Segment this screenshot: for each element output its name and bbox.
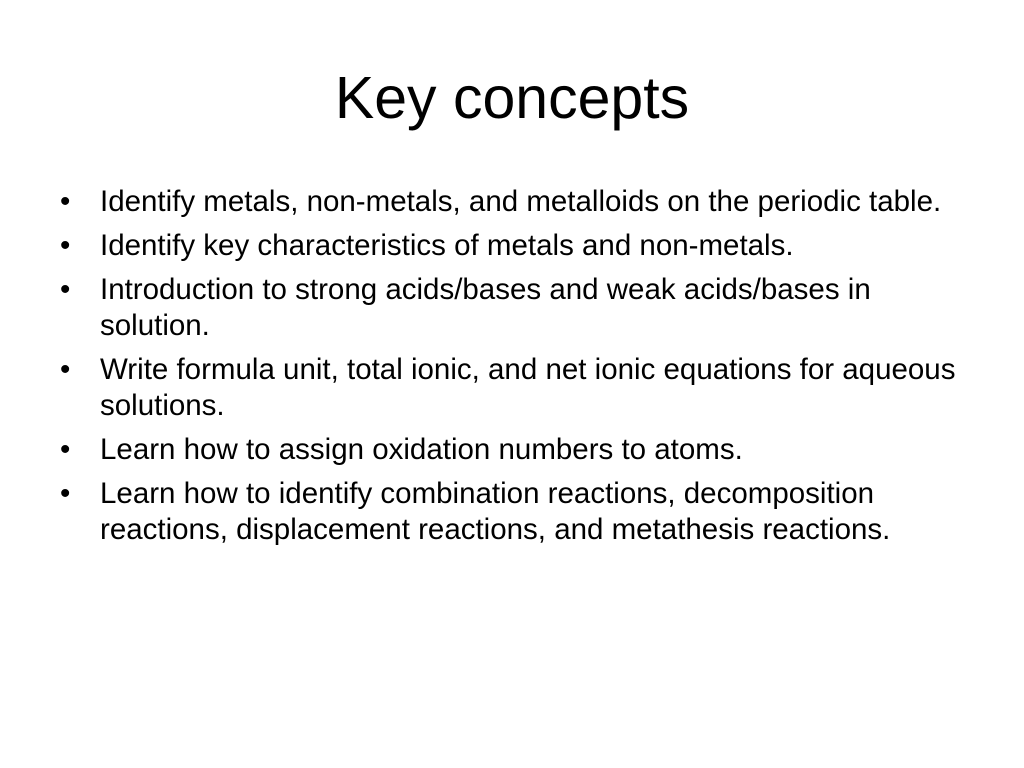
bullet-list — [60, 184, 980, 556]
bullet-icon: • — [60, 477, 71, 510]
bullet-item-1 — [60, 184, 980, 220]
bullet-icon: • — [60, 185, 71, 218]
bullet-text: Learn how to identify combination reactions, decomposition reactions, displacement reactions, and metathesis reactions. — [100, 477, 891, 546]
bullet-item-6 — [60, 476, 980, 548]
bullet-text: Learn how to assign oxidation numbers to atoms. — [100, 433, 743, 466]
bullet-item-4 — [60, 352, 980, 424]
bullet-item-2 — [60, 228, 980, 264]
bullet-icon: • — [60, 229, 71, 262]
bullet-text: Identify key characteristics of metals and non-metals. — [100, 229, 794, 262]
slide-title: Key concepts — [334, 65, 690, 131]
bullet-item-3 — [60, 272, 980, 344]
bullet-item-5 — [60, 432, 980, 468]
bullet-text: Introduction to strong acids/bases and weak acids/bases in solution. — [100, 273, 871, 342]
bullet-icon: • — [60, 353, 71, 386]
bullet-icon: • — [60, 273, 71, 306]
bullet-text: Identify metals, non-metals, and metalloids on the periodic table. — [100, 185, 942, 218]
bullet-icon: • — [60, 433, 71, 466]
bullet-text: Write formula unit, total ionic, and net ionic equations for aqueous solutions. — [100, 353, 956, 422]
